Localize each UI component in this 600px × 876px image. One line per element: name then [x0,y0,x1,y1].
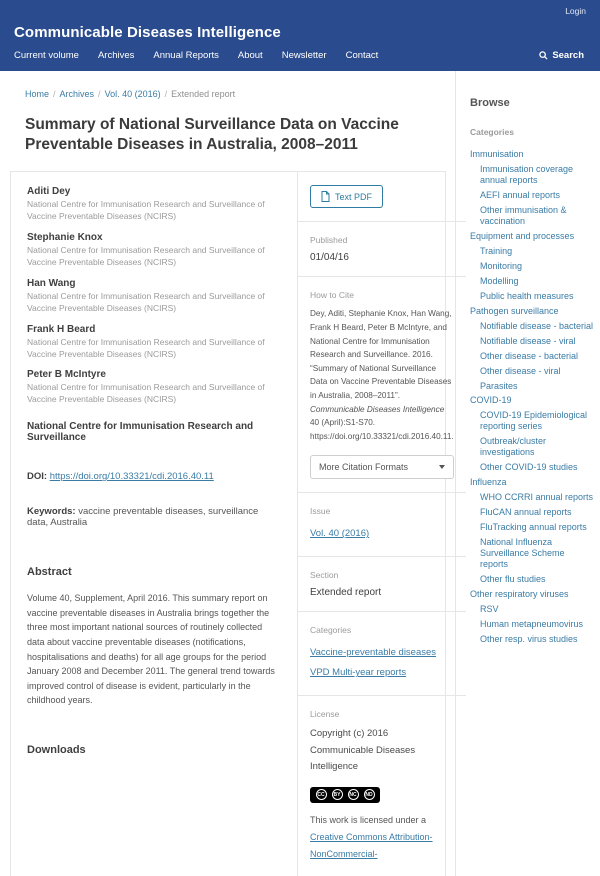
author-name: Peter B McIntyre [27,369,106,381]
keywords-line [27,506,279,528]
sidebar-item-covid19-epi-series[interactable]: COVID-19 Epidemiological reporting series [480,410,588,432]
author-item [27,232,279,269]
sidebar-item-immunisation-coverage[interactable]: Immunisation coverage annual reports [480,163,574,185]
sidebar-item-other-flu[interactable]: Other flu studies [480,574,546,585]
text-pdf-label: Text PDF [335,191,373,202]
section-label: Section [310,570,339,581]
categories-section [298,611,466,695]
author-name: Han Wang [27,277,76,289]
sidebar-item-flucan[interactable]: FluCAN annual reports [480,507,572,518]
sidebar-item-equipment[interactable]: Equipment and processes [470,230,575,241]
copyright-text: Copyright (c) 2016 Communicable Diseases Intelligence [310,728,416,772]
sidebar-item-who-ccrri[interactable]: WHO CCRRI annual reports [480,492,594,503]
site-title: Communicable Diseases Intelligence [14,24,281,41]
sidebar-item-other-disease-bacterial[interactable]: Other disease - bacterial [480,350,579,361]
sidebar-item-covid19[interactable]: COVID-19 [470,395,512,406]
author-name: Aditi Dey [27,186,71,198]
cc-nd-icon: ND [364,789,375,800]
pdf-section [298,172,466,221]
doi-link[interactable]: https://doi.org/10.33321/cdi.2016.40.11 [49,471,214,483]
sidebar-item-other-resp-virus[interactable]: Other resp. virus studies [480,633,578,644]
license-statement: This work is licensed under a Creative Commons Attribution-NonCommercial- [310,814,433,859]
abstract-heading: Abstract [27,566,72,579]
section-section [298,556,466,611]
published-date: 01/04/16 [310,252,349,264]
chevron-down-icon [439,465,445,469]
cc-icon: CC [316,789,327,800]
category-link-vpd[interactable]: Vaccine-preventable diseases [310,647,437,659]
published-label: Published [310,235,348,246]
breadcrumb-separator: / [164,89,168,99]
sidebar-item-notifiable-bacterial[interactable]: Notifiable disease - bacterial [480,320,594,331]
authors-column [11,172,297,876]
search-button[interactable] [539,50,584,61]
search-label: Search [552,50,584,61]
sidebar-item-modelling[interactable]: Modelling [480,275,519,286]
issue-label: Issue [310,506,331,517]
main-nav [12,50,586,71]
author-affiliation: National Centre for Immunisation Research and Surveillance of Vaccine Preventable Diseases (NCIRS) [27,382,265,405]
browse-sidebar [455,71,600,876]
section-value: Extended report [310,587,382,599]
author-name: Frank H Beard [27,323,96,335]
citation-formats-label: More Citation Formats [319,462,409,473]
cc-nc-icon: NC [348,789,359,800]
sidebar-item-aefi[interactable]: AEFI annual reports [480,189,561,200]
nav-contact[interactable]: Contact [345,50,379,61]
issue-section [298,492,466,556]
category-link-vpd-multiyear[interactable]: VPD Multi-year reports [310,667,407,679]
keywords-label: Keywords: [27,506,76,518]
sidebar-item-pathogen-surveillance[interactable]: Pathogen surveillance [470,305,559,316]
sidebar-item-human-metapneumovirus[interactable]: Human metapneumovirus [480,618,584,629]
sidebar-item-parasites[interactable]: Parasites [480,380,518,391]
creative-commons-badge-icon[interactable] [310,787,380,803]
sidebar-item-monitoring[interactable]: Monitoring [480,260,523,271]
author-name: Stephanie Knox [27,232,103,244]
license-section [298,695,466,876]
keywords-value: vaccine preventable diseases, surveillance data, Australia [27,506,259,529]
license-link[interactable]: Creative Commons Attribution-NonCommercial- [310,831,433,859]
how-to-cite-label: How to Cite [310,290,354,301]
sidebar-item-rsv[interactable]: RSV [480,604,499,614]
sidebar-item-national-influenza-scheme[interactable]: National Influenza Surveillance Scheme reports [480,537,565,570]
author-affiliation: National Centre for Immunisation Research and Surveillance of Vaccine Preventable Diseases (NCIRS) [27,245,265,267]
text-pdf-button[interactable] [310,185,383,208]
sidebar-categories-label: Categories [470,127,514,137]
breadcrumb-volume[interactable]: Vol. 40 (2016) [104,89,161,99]
author-item [27,324,279,361]
article-card [10,171,454,876]
author-affiliation: National Centre for Immunisation Research and Surveillance of Vaccine Preventable Diseases (NCIRS) [27,290,265,313]
nav-archives[interactable]: Archives [97,50,135,61]
issue-link[interactable]: Vol. 40 (2016) [310,528,370,540]
abstract-text: Volume 40, Supplement, April 2016. This summary report on vaccine preventable diseases in Australia brings together the three most important national sources of routinely collected data about vaccine preventable diseases (notifications, hospitalisations and deaths) for all age groups for the period January 2008 and December 2011. The general trend towards improved control of disease is evident, particularly in the childhood years. [27,593,275,706]
breadcrumb-current: Extended report [171,89,236,99]
sidebar-item-other-respiratory[interactable]: Other respiratory viruses [470,589,569,600]
author-item [27,278,279,315]
nav-annual-reports[interactable]: Annual Reports [153,50,219,61]
how-to-cite-section [298,276,466,492]
author-affiliation: National Centre for Immunisation Research and Surveillance of Vaccine Preventable Diseases (NCIRS) [27,199,265,222]
license-label: License [310,709,340,720]
sidebar-item-other-immunisation[interactable]: Other immunisation & vaccination [480,204,567,226]
sidebar-item-flutracking[interactable]: FluTracking annual reports [480,522,587,533]
breadcrumb-separator: / [53,89,56,99]
login-link[interactable]: Login [565,6,586,16]
search-icon [539,51,548,60]
site-header [0,0,600,71]
doi-line [27,471,279,482]
sidebar-item-public-health[interactable]: Public health measures [480,290,574,301]
sidebar-item-training[interactable]: Training [480,245,513,256]
breadcrumb-home[interactable]: Home [25,89,50,99]
author-item [27,369,279,406]
nav-about[interactable]: About [237,50,263,61]
breadcrumb [25,89,455,99]
group-author: National Centre for Immunisation Research and Surveillance [27,421,254,444]
sidebar-item-other-covid19[interactable]: Other COVID-19 studies [480,462,578,473]
citation-journal-name: Communicable Diseases Intelligence [310,404,445,414]
doi-label: DOI: [27,471,48,483]
citation-formats-dropdown[interactable] [310,455,454,479]
nav-current-volume[interactable]: Current volume [14,50,79,61]
citation-text: Dey, Aditi, Stephanie Knox, Han Wang, Frank H Beard, Peter B McIntyre, and National Centre for Immunisation Research and Surveillance. 2016. “Summary of National Surveillance Data on Vaccine Preventable Diseases in Australia, 2008–2011”. Communicable Diseases Intelligence 40 (April):S1-S70. https://doi.org/10.33321/cdi.2016.40.11. [310,309,454,441]
sidebar-item-other-disease-viral[interactable]: Other disease - viral [480,365,561,376]
sidebar-item-influenza[interactable]: Influenza [470,477,507,488]
main-content [0,71,455,876]
sidebar-heading: Browse [470,97,510,109]
nav-newsletter[interactable]: Newsletter [281,50,327,61]
cc-by-icon: BY [332,789,343,800]
page-title: Summary of National Surveillance Data on Vaccine Preventable Diseases in Australia, 2008–2011 [25,116,399,154]
downloads-heading: Downloads [27,743,86,756]
breadcrumb-archives[interactable]: Archives [59,89,95,99]
published-section [298,221,466,276]
sidebar-item-notifiable-viral[interactable]: Notifiable disease - viral [480,335,576,346]
pdf-file-icon [321,191,330,202]
meta-column [297,172,466,876]
author-affiliation: National Centre for Immunisation Research and Surveillance of Vaccine Preventable Diseases (NCIRS) [27,336,265,359]
breadcrumb-separator: / [98,89,101,99]
categories-label: Categories [310,625,352,636]
sidebar-item-immunisation[interactable]: Immunisation [470,149,524,159]
sidebar-item-outbreak-investigations[interactable]: Outbreak/cluster investigations [480,436,547,458]
author-item [27,186,279,223]
